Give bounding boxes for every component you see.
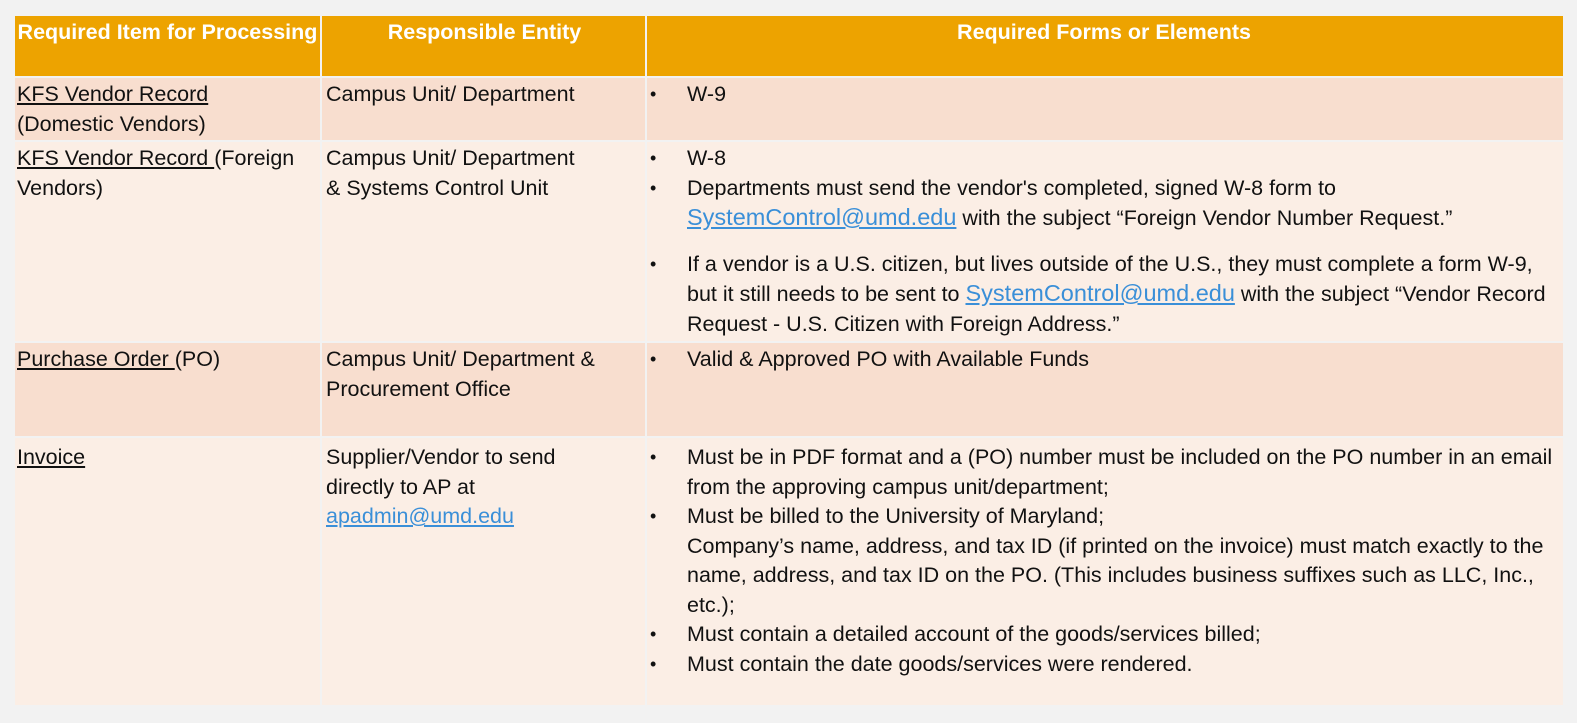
list-item: • Must contain a detailed account of the goods/services billed;: [647, 620, 1561, 650]
required-item-cell: [15, 78, 322, 140]
responsible-entity-cell: Campus Unit/ Department: [322, 78, 647, 140]
list-item: • Must contain the date goods/services were rendered.: [647, 650, 1561, 680]
bullet-icon: •: [650, 253, 657, 274]
list-item: • Must be in PDF format and a (PO) number must be included on the PO number in an email from the approving campus unit/department;: [650, 445, 1553, 499]
required-item-cell: [15, 343, 322, 436]
list-item: • W-8: [647, 144, 1561, 174]
required-forms-cell: [647, 438, 1563, 705]
table-header-row: [15, 16, 1563, 78]
responsible-entity-cell: Campus Unit/ Department & Procurement Office: [322, 343, 647, 436]
kfs-vendor-record-link[interactable]: KFS Vendor Record: [17, 146, 215, 170]
bullet-icon: •: [650, 653, 657, 674]
purchase-order-link[interactable]: Purchase Order: [17, 347, 175, 371]
list-item: • Departments must send the vendor's completed, signed W-8 form to SystemControl@umd.edu with the subject “Foreign Vendor Number Request.”: [650, 175, 1453, 230]
responsible-entity-cell: Supplier/Vendor to send directly to AP at apadmin@umd.edu: [322, 438, 647, 705]
required-forms-cell: [647, 142, 1563, 341]
requirements-table: [15, 16, 1563, 705]
list-item: • Valid & Approved PO with Available Funds: [647, 345, 1561, 375]
bullet-icon: •: [650, 447, 657, 467]
table-row: [15, 343, 1563, 438]
system-control-email-link[interactable]: SystemControl@umd.edu: [687, 204, 957, 230]
bullet-icon: •: [650, 177, 657, 198]
bullet-icon: •: [650, 349, 657, 369]
bullet-icon: •: [650, 624, 657, 644]
required-forms-cell: [647, 343, 1563, 436]
header-required-item: Required Item for Processing: [15, 16, 322, 76]
item-detail: (Foreign Vendors): [17, 146, 295, 200]
required-forms-cell: [647, 78, 1563, 140]
list-item: • If a vendor is a U.S. citizen, but lives outside of the U.S., they must complete a form W-9, but it still needs to be sent to SystemControl@umd.edu with the subject “Vendor Record Request - U.S. Citizen with Foreign Address.”: [650, 251, 1546, 336]
required-item-cell: [15, 142, 322, 341]
system-control-email-link[interactable]: SystemControl@umd.edu: [965, 280, 1235, 306]
responsible-entity-cell: Campus Unit/ Department & Systems Control Unit: [322, 142, 647, 341]
item-detail: (PO): [174, 347, 221, 371]
bullet-icon: •: [650, 148, 657, 168]
list-item: • W-9: [647, 80, 1561, 110]
kfs-vendor-record-link[interactable]: KFS Vendor Record: [17, 82, 209, 106]
list-item: • Must be billed to the University of Maryland; Company’s name, address, and tax ID (if printed on the invoice) must match exactly to the name, address, and tax ID on the PO. (This includes business suffixes such as LLC, Inc., etc.);: [650, 504, 1544, 617]
bullet-icon: •: [650, 84, 657, 104]
item-detail: (Domestic Vendors): [17, 111, 206, 136]
bullet-icon: •: [650, 506, 657, 526]
header-responsible-entity: Responsible Entity: [322, 16, 647, 76]
invoice-link[interactable]: Invoice: [17, 445, 86, 469]
table-row: [15, 78, 1563, 142]
table-row: [15, 438, 1563, 705]
header-required-forms: Required Forms or Elements: [957, 20, 1251, 44]
apadmin-email-link[interactable]: apadmin@umd.edu: [326, 504, 514, 528]
required-item-cell: [15, 438, 322, 705]
table-row: [15, 142, 1563, 343]
